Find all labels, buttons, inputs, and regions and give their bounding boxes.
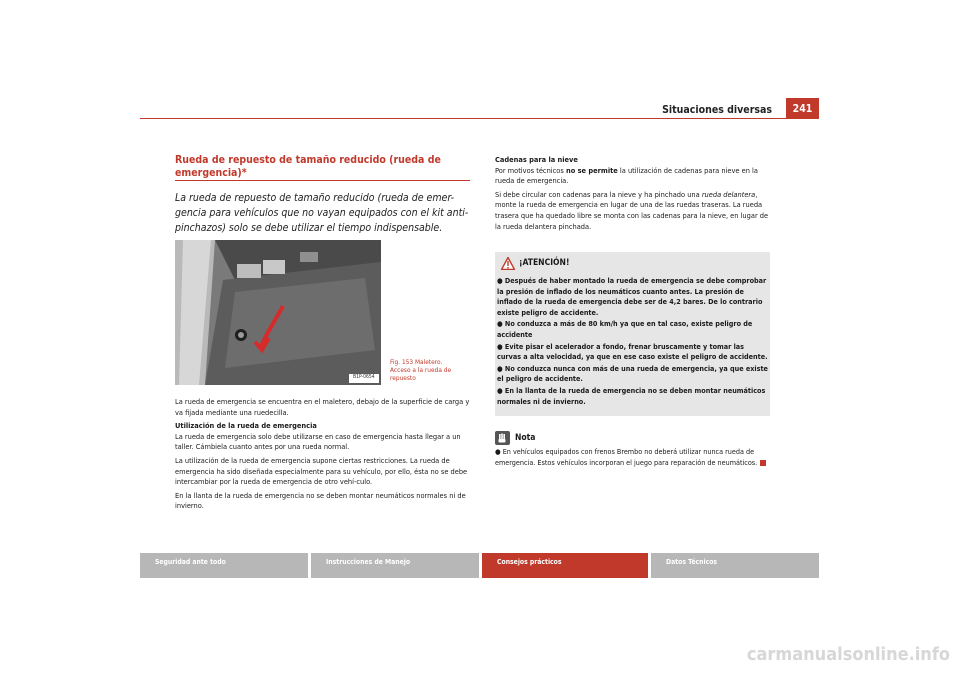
figure-caption: Fig. 153 Maletero. Acceso a la rueda de repuesto bbox=[390, 358, 452, 382]
page-number: 241 bbox=[786, 98, 819, 119]
footer-tab-datos[interactable]: Datos Técnicos bbox=[651, 553, 819, 578]
subheading: Cadenas para la nieve bbox=[495, 155, 578, 164]
note-text: ● En vehículos equipados con frenos Brembo no deberá utilizar nunca rueda de emergencia. Estos vehículos incorporan el juego para reparación de neumáticos. bbox=[495, 447, 770, 468]
warning-item: ● No conduzca a más de 80 km/h ya que en tal caso, existe peligro de accidente bbox=[497, 319, 753, 339]
section-rule bbox=[175, 180, 470, 181]
watermark: carmanualsonline.info bbox=[746, 644, 950, 665]
right-column-body bbox=[495, 155, 770, 235]
subheading: Utilización de la rueda de emergencia bbox=[175, 421, 317, 431]
footer-tab-consejos[interactable]: Consejos prácticos bbox=[482, 553, 648, 578]
warning-item: ● No conduzca nunca con más de una rueda de emergencia, ya que existe el peligro de accidente. bbox=[497, 363, 768, 384]
figure-code: B1P-0654 bbox=[353, 374, 375, 380]
note-title: Nota bbox=[515, 433, 536, 443]
footer-tab-seguridad[interactable]: Seguridad ante todo bbox=[140, 553, 308, 578]
section-lead: La rueda de repuesto de tamaño reducido (rueda de emer-gencia para vehículos que no vayan equipados con el kit anti-pinchazos) solo se debe utilizar el tiempo indispensable. bbox=[175, 192, 469, 234]
body-paragraph: La utilización de la rueda de emergencia supone ciertas restricciones. La rueda de emergencia ha sido diseñada especialmente para su vehículo, por ello, ésta no se debe intercambiar por la rueda de emergencia de otro vehí-culo. bbox=[175, 455, 468, 487]
trunk-photo bbox=[175, 240, 381, 385]
warning-item: ● Evite pisar el acelerador a fondo, frenar bruscamente y tomar las curvas a alta velocidad, ya que en ese caso existe el peligro de accidente. bbox=[497, 341, 768, 362]
body-paragraph: Por motivos técnicos no se permite la utilización de cadenas para nieve en la rueda de emergencia. bbox=[495, 165, 758, 186]
end-mark-icon bbox=[760, 460, 766, 466]
body-paragraph: En la llanta de la rueda de emergencia no se deben montar neumáticos normales ni de invierno. bbox=[175, 490, 466, 511]
warning-triangle-icon bbox=[501, 257, 515, 270]
body-paragraph: La rueda de emergencia solo debe utilizarse en caso de emergencia hasta llegar a un taller. Cámbiela cuanto antes por una rueda normal. bbox=[175, 431, 461, 452]
body-paragraph: Si debe circular con cadenas para la nieve y ha pinchado una rueda delantera, monte la rueda de emergencia en lugar de una de las ruedas traseras. La rueda trasera que ha quedado libre se monta con las cadenas para la nieve, en lugar de la rueda delantera pinchada. bbox=[495, 189, 769, 231]
section-title: Rueda de repuesto de tamaño reducido (rueda de emergencia)* bbox=[175, 154, 441, 179]
warning-item: ● En la llanta de la rueda de emergencia no se deben montar neumáticos normales ni de invierno. bbox=[497, 385, 766, 406]
left-column-body bbox=[175, 397, 471, 515]
running-header-title: Situaciones diversas bbox=[662, 104, 772, 116]
warning-box bbox=[495, 252, 770, 416]
trunk-illustration bbox=[175, 240, 381, 385]
header-rule bbox=[140, 118, 819, 119]
note-hand-icon bbox=[495, 431, 510, 445]
warning-list bbox=[497, 276, 769, 408]
body-paragraph: La rueda de emergencia se encuentra en el maletero, debajo de la superficie de carga y va fijada mediante una ruedecilla. bbox=[175, 397, 470, 417]
warning-item: ● Después de haber montado la rueda de emergencia se debe comprobar la presión de inflado de los neumáticos cuanto antes. La presión de inflado de la rueda de emergencia debe ser de 4,2 bares. De lo contrario existe peligro de accidente. bbox=[497, 276, 767, 317]
footer-tab-instrucciones[interactable]: Instrucciones de Manejo bbox=[311, 553, 479, 578]
warning-title: ¡ATENCIÓN! bbox=[519, 258, 570, 268]
